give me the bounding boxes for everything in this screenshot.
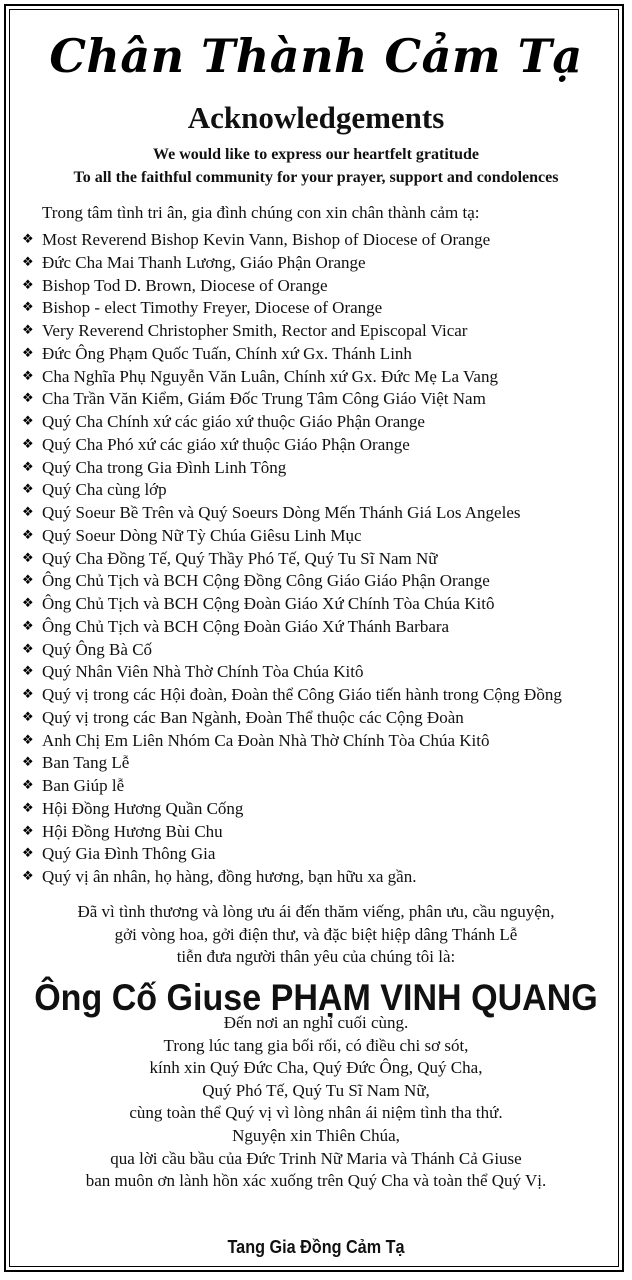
list-item bbox=[22, 616, 622, 639]
list-item bbox=[22, 275, 622, 298]
acknowledgement-list bbox=[22, 229, 622, 889]
diamond-dots-icon: ❖ bbox=[22, 527, 34, 543]
list-item-label: Anh Chị Em Liên Nhóm Ca Đoàn Nhà Thờ Chính Tòa Chúa Kitô bbox=[42, 730, 490, 750]
list-item bbox=[22, 775, 622, 798]
diamond-dots-icon: ❖ bbox=[22, 368, 34, 384]
diamond-dots-icon: ❖ bbox=[22, 687, 34, 702]
list-item-label: Bishop - elect Timothy Freyer, Diocese of Orange bbox=[42, 298, 383, 318]
diamond-dots-icon: ❖ bbox=[22, 573, 34, 589]
list-item bbox=[22, 479, 622, 502]
list-item bbox=[22, 639, 622, 662]
list-item bbox=[22, 366, 622, 389]
diamond-dots-icon: ❖ bbox=[22, 345, 34, 361]
list-item bbox=[22, 730, 622, 753]
list-item bbox=[22, 411, 622, 434]
diamond-dots-icon: ❖ bbox=[22, 550, 34, 566]
diamond-dots-icon: ❖ bbox=[22, 482, 34, 498]
list-item bbox=[22, 752, 622, 775]
list-item-label: Quý vị ân nhân, họ hàng, đồng hương, bạn hữu xa gần. bbox=[42, 867, 417, 886]
diamond-dots-icon: ❖ bbox=[22, 596, 34, 611]
diamond-dots-icon: ❖ bbox=[22, 436, 34, 452]
message-line-1: Đã vì tình thương và lòng ưu ái đến thăm viếng, phân ưu, cầu nguyện, bbox=[77, 902, 555, 921]
diamond-dots-icon: ❖ bbox=[22, 277, 34, 293]
message-line-3: tiễn đưa người thân yêu của chúng tôi là: bbox=[176, 947, 456, 966]
list-item-label: Ông Chủ Tịch và BCH Cộng Đồng Công Giáo Giáo Phận Orange bbox=[42, 571, 490, 591]
list-item-label: Cha Nghĩa Phụ Nguyễn Văn Luân, Chính xứ Gx. Đức Mẹ La Vang bbox=[42, 366, 498, 386]
gratitude-line-1: We would like to express our heartfelt gratitude bbox=[152, 146, 480, 163]
list-item bbox=[22, 548, 622, 571]
list-item bbox=[22, 593, 622, 616]
list-item-label: Quý Soeur Bề Trên và Quý Soeurs Dòng Mến Thánh Giá Los Angeles bbox=[42, 503, 521, 522]
diamond-dots-icon: ❖ bbox=[22, 755, 34, 771]
list-item bbox=[22, 457, 622, 480]
diamond-dots-icon: ❖ bbox=[22, 664, 34, 680]
diamond-dots-icon: ❖ bbox=[22, 823, 34, 839]
list-item bbox=[22, 684, 622, 707]
signature: Tang Gia Đồng Cảm Tạ bbox=[227, 1237, 405, 1257]
list-item-label: Quý Cha Đồng Tế, Quý Thầy Phó Tế, Quý Tu Sĩ Nam Nữ bbox=[42, 548, 438, 568]
diamond-dots-icon: ❖ bbox=[22, 323, 34, 338]
list-item-label: Ban Tang Lễ bbox=[42, 753, 130, 773]
deceased-full-name: PHẠM VINH QUANG bbox=[270, 977, 598, 1018]
list-item-label: Đức Cha Mai Thanh Lương, Giáo Phận Orange bbox=[42, 252, 366, 272]
diamond-dots-icon: ❖ bbox=[22, 232, 34, 247]
gratitude-line-2: To all the faithful community for your prayer, support and condolences bbox=[73, 169, 559, 186]
diamond-dots-icon: ❖ bbox=[22, 846, 34, 862]
diamond-dots-icon: ❖ bbox=[22, 414, 34, 429]
list-item bbox=[22, 434, 622, 457]
diamond-dots-icon: ❖ bbox=[22, 391, 34, 407]
intro-text: Trong tâm tình tri ân, gia đình chúng con xin chân thành cảm tạ: bbox=[42, 203, 480, 222]
list-item bbox=[22, 661, 622, 684]
message-line-2: gởi vòng hoa, gởi điện thư, và đặc biệt hiệp dâng Thánh Lễ bbox=[114, 925, 518, 944]
list-item-label: Quý Gia Đình Thông Gia bbox=[42, 844, 216, 864]
list-item bbox=[22, 229, 622, 252]
closing-line: Nguyện xin Thiên Chúa, bbox=[232, 1125, 400, 1145]
diamond-dots-icon: ❖ bbox=[22, 254, 34, 270]
list-item-label: Quý Nhân Viên Nhà Thờ Chính Tòa Chúa Kitô bbox=[42, 662, 364, 682]
list-item-label: Most Reverend Bishop Kevin Vann, Bishop of Diocese of Orange bbox=[42, 230, 491, 249]
closing-line: Đến nơi an nghỉ cuối cùng. bbox=[223, 1013, 409, 1032]
list-item bbox=[22, 707, 622, 730]
list-item bbox=[22, 570, 622, 593]
diamond-dots-icon: ❖ bbox=[22, 709, 34, 725]
list-item-label: Ông Chủ Tịch và BCH Cộng Đoàn Giáo Xứ Chính Tòa Chúa Kitô bbox=[42, 594, 495, 613]
list-item-label: Quý Cha cùng lớp bbox=[42, 480, 167, 500]
title-vietnamese: Chân Thành Cảm Tạ bbox=[49, 29, 583, 83]
diamond-dots-icon: ❖ bbox=[22, 778, 34, 793]
list-item bbox=[22, 502, 622, 525]
list-item-label: Ban Giúp lễ bbox=[42, 776, 125, 795]
list-item-label: Quý Cha trong Gia Đình Linh Tông bbox=[42, 457, 287, 477]
list-item-label: Hội Đồng Hương Bùi Chu bbox=[42, 821, 223, 841]
list-item-label: Very Reverend Christopher Smith, Rector and Episcopal Vicar bbox=[42, 321, 468, 340]
diamond-dots-icon: ❖ bbox=[22, 869, 34, 884]
list-item bbox=[22, 798, 622, 821]
diamond-dots-icon: ❖ bbox=[22, 505, 34, 520]
list-item bbox=[22, 525, 622, 548]
diamond-dots-icon: ❖ bbox=[22, 618, 34, 634]
list-item bbox=[22, 388, 622, 411]
list-item-label: Quý vị trong các Hội đoàn, Đoàn thể Công Giáo tiến hành trong Cộng Đồng bbox=[42, 685, 562, 704]
diamond-dots-icon: ❖ bbox=[22, 732, 34, 748]
list-item-label: Hội Đồng Hương Quần Cống bbox=[42, 798, 244, 818]
list-item-label: Bishop Tod D. Brown, Diocese of Orange bbox=[42, 275, 328, 295]
closing-line: Trong lúc tang gia bối rối, có điều chi sơ sót, bbox=[163, 1035, 469, 1055]
title-english: Acknowledgements bbox=[187, 100, 445, 135]
closing-line: Quý Phó Tế, Quý Tu Sĩ Nam Nữ, bbox=[202, 1080, 430, 1100]
diamond-dots-icon: ❖ bbox=[22, 641, 34, 657]
closing-line: cùng toàn thể Quý vị vì lòng nhân ái niệm tình tha thứ. bbox=[129, 1103, 503, 1123]
list-item-label: Quý Soeur Dòng Nữ Tỳ Chúa Giêsu Linh Mục bbox=[42, 525, 362, 545]
list-item-label: Đức Ông Phạm Quốc Tuấn, Chính xứ Gx. Thánh Linh bbox=[42, 343, 412, 363]
diamond-dots-icon: ❖ bbox=[22, 459, 34, 475]
diamond-dots-icon: ❖ bbox=[22, 800, 34, 816]
list-item bbox=[22, 866, 622, 889]
closing-line: kính xin Quý Đức Cha, Quý Đức Ông, Quý Cha, bbox=[149, 1058, 483, 1078]
closing-line: ban muôn ơn lành hồn xác xuống trên Quý Cha và toàn thể Quý Vị. bbox=[85, 1171, 547, 1191]
list-item-label: Quý Ông Bà Cố bbox=[42, 639, 153, 659]
closing-text bbox=[0, 1012, 632, 1193]
closing-line: qua lời cầu bầu của Đức Trinh Nữ Maria và Thánh Cả Giuse bbox=[110, 1148, 522, 1168]
list-item bbox=[22, 343, 622, 366]
list-item-label: Cha Trần Văn Kiểm, Giám Đốc Trung Tâm Công Giáo Việt Nam bbox=[42, 389, 486, 409]
list-item-label: Quý vị trong các Ban Ngành, Đoàn Thể thuộc các Cộng Đoàn bbox=[42, 707, 464, 727]
list-item bbox=[22, 320, 622, 343]
list-item-label: Quý Cha Chính xứ các giáo xứ thuộc Giáo Phận Orange bbox=[42, 412, 425, 431]
deceased-prefix: Ông Cố Giuse bbox=[34, 977, 271, 1018]
list-item bbox=[22, 821, 622, 844]
list-item bbox=[22, 252, 622, 275]
list-item-label: Ông Chủ Tịch và BCH Cộng Đoàn Giáo Xứ Thánh Barbara bbox=[42, 616, 450, 636]
list-item-label: Quý Cha Phó xứ các giáo xứ thuộc Giáo Phận Orange bbox=[42, 434, 410, 454]
diamond-dots-icon: ❖ bbox=[22, 300, 34, 316]
list-item bbox=[22, 843, 622, 866]
list-item bbox=[22, 297, 622, 320]
